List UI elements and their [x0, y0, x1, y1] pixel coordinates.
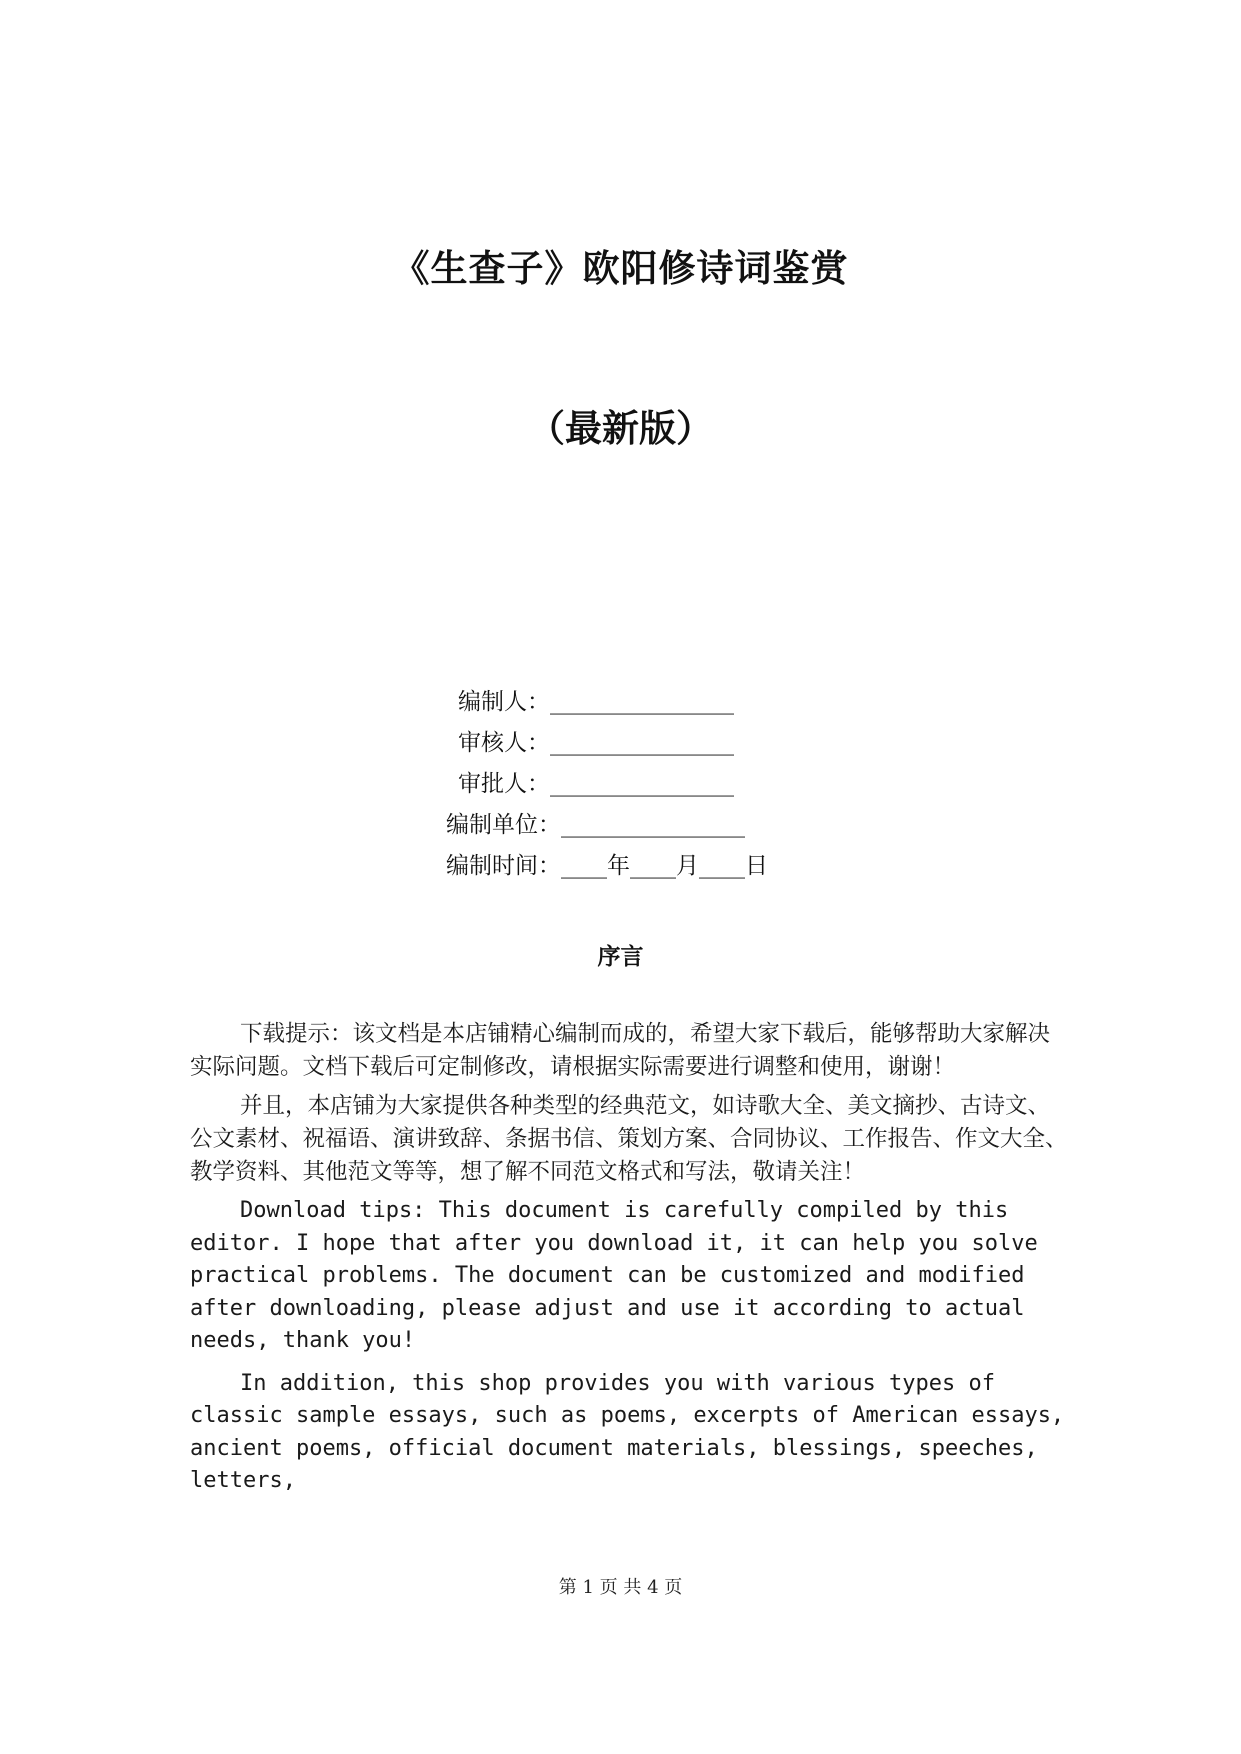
field-label: 审核人： — [458, 730, 550, 756]
field-date — [0, 846, 1241, 887]
paragraph: In addition, this shop provides you with various types of classic sample essays, such as poems, excerpts of American essays, ancient poems, official document materials, blessings, speeches, letters, — [190, 1370, 1065, 1493]
field-compiler — [0, 682, 1241, 723]
field-blank: ____年____月____日 — [561, 853, 768, 879]
field-label: 编制单位： — [446, 812, 561, 838]
document-title: 《生查子》欧阳修诗词鉴赏 — [392, 246, 849, 290]
field-label: 审批人： — [458, 771, 550, 797]
page-number: 第 1 页 共 4 页 — [558, 1577, 683, 1598]
field-label: 编制时间： — [446, 853, 561, 879]
field-blank: ________________ — [550, 771, 734, 797]
field-blank: ________________ — [550, 730, 734, 756]
paragraph: Download tips: This document is carefully compiled by this editor. I hope that after you download it, it can help you solve practical problems. The document can be customized and modified after downloading, please adjust and use it according to actual needs, thank you! — [190, 1198, 1038, 1353]
field-unit — [0, 805, 1241, 846]
field-reviewer — [0, 723, 1241, 764]
field-approver — [0, 764, 1241, 805]
document-subtitle: （最新版） — [528, 406, 713, 450]
field-blank: ________________ — [550, 689, 734, 715]
paragraph: 并且，本店铺为大家提供各种类型的经典范文，如诗歌大全、美文摘抄、古诗文、公文素材、祝福语、演讲致辞、条据书信、策划方案、合同协议、工作报告、作文大全、教学资料、其他范文等等，想了解不同范文格式和写法，敬请关注！ — [190, 1093, 1068, 1185]
preface-body — [190, 1018, 1070, 1508]
preface-heading: 序言 — [597, 943, 644, 970]
field-blank: ________________ — [561, 812, 745, 838]
field-label: 编制人： — [458, 689, 550, 715]
signature-fields — [0, 682, 1241, 887]
paragraph: 下载提示：该文档是本店铺精心编制而成的，希望大家下载后，能够帮助大家解决实际问题。文档下载后可定制修改，请根据实际需要进行调整和使用，谢谢！ — [190, 1021, 1051, 1080]
